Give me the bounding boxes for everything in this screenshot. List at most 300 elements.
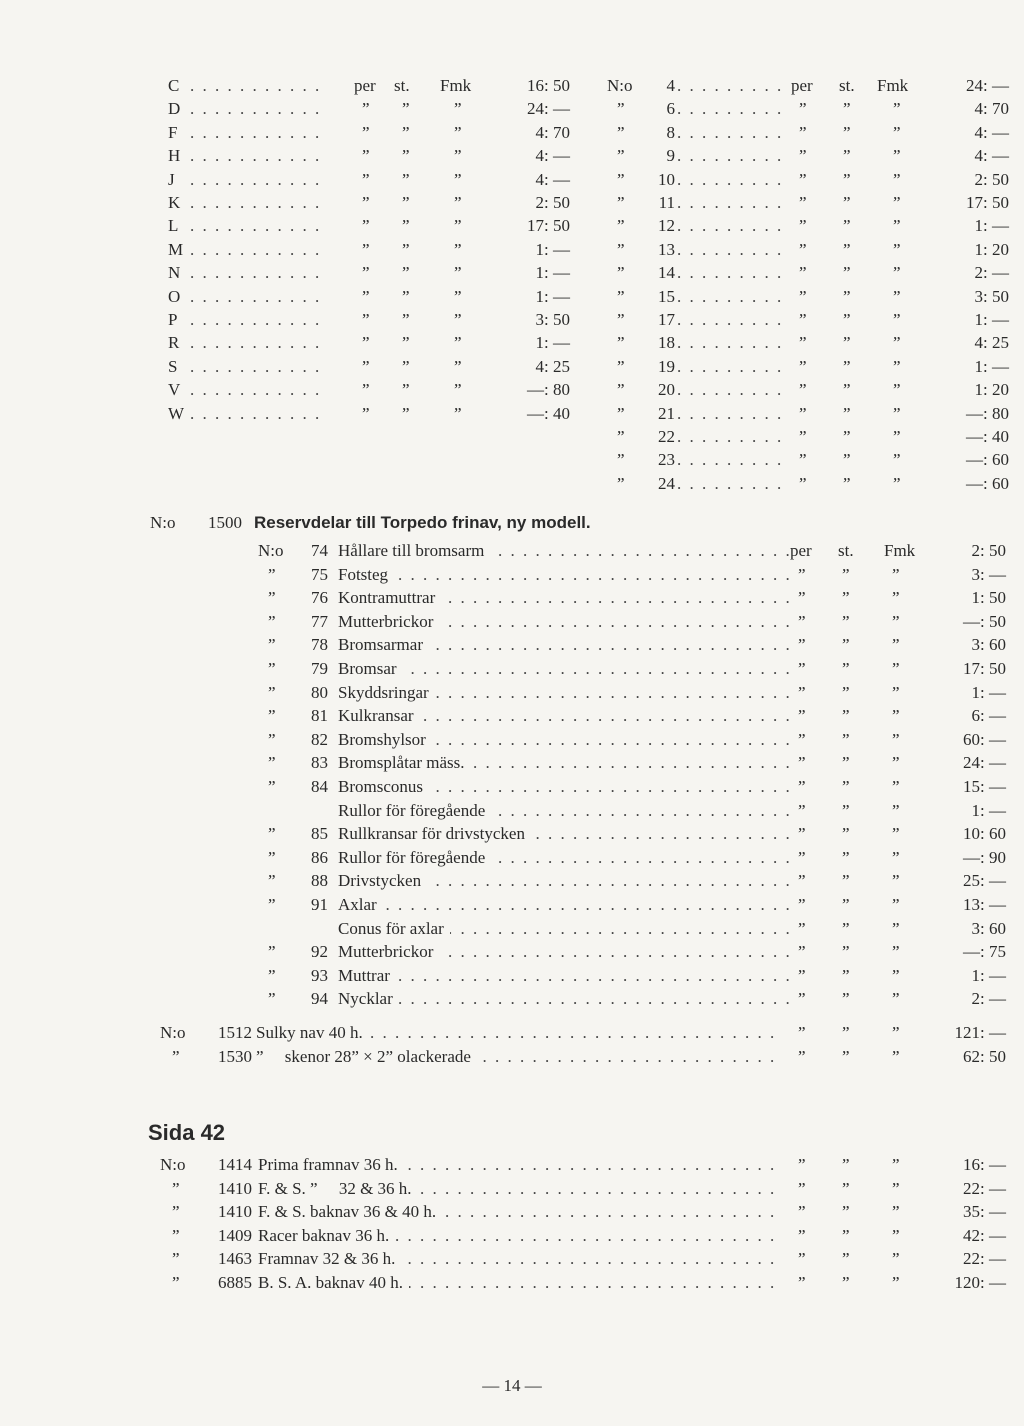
ditto-mark: ” bbox=[268, 635, 276, 655]
price: 1: — bbox=[971, 800, 1006, 820]
price: 4: — bbox=[974, 146, 1009, 166]
dot-leader bbox=[677, 214, 781, 238]
item-name: F. & S. baknav 36 & 40 h. bbox=[258, 1200, 442, 1224]
no-label: N:o bbox=[258, 541, 284, 560]
dot-leader bbox=[190, 97, 320, 121]
price: —: 40 bbox=[966, 427, 1009, 446]
part-number: 92 bbox=[311, 942, 328, 962]
ditto-mark: ” bbox=[268, 777, 276, 796]
ditto-mark: ” bbox=[842, 635, 850, 655]
part-row bbox=[258, 822, 1018, 846]
part-number: 79 bbox=[311, 659, 328, 678]
ditto-mark: ” bbox=[799, 310, 807, 329]
ditto-mark: ” bbox=[617, 403, 625, 423]
part-number: 88 bbox=[311, 871, 328, 891]
ditto-mark: ” bbox=[798, 563, 806, 587]
ditto-mark: ” bbox=[843, 473, 851, 493]
ditto-mark: ” bbox=[268, 753, 276, 773]
number-row bbox=[607, 448, 1019, 472]
ditto-mark: ” bbox=[402, 216, 410, 236]
item-prefix: ” bbox=[172, 1047, 180, 1066]
ditto-mark: ” bbox=[893, 310, 901, 329]
part-row bbox=[258, 657, 1018, 681]
dot-leader bbox=[190, 121, 320, 145]
dot-leader bbox=[348, 657, 794, 681]
ditto-mark: ” bbox=[892, 1023, 900, 1042]
letter-code: V bbox=[168, 380, 181, 400]
item-prefix: ” bbox=[172, 1273, 180, 1292]
ditto-mark: ” bbox=[454, 216, 462, 236]
letter-row bbox=[168, 308, 578, 332]
letter-row bbox=[168, 168, 578, 192]
item-number: 1463 bbox=[218, 1249, 252, 1269]
number-row bbox=[607, 191, 1019, 215]
ditto-mark: ” bbox=[842, 1273, 850, 1292]
ditto-mark: ” bbox=[798, 799, 806, 823]
page-number: — 14 — bbox=[482, 1376, 542, 1395]
number-row bbox=[607, 378, 1019, 402]
ditto-mark: ” bbox=[842, 611, 850, 631]
dot-leader bbox=[677, 97, 781, 121]
dot-leader bbox=[190, 308, 320, 332]
ditto-mark: ” bbox=[799, 380, 807, 400]
part-row bbox=[258, 869, 1018, 893]
ditto-mark: ” bbox=[402, 169, 410, 189]
price: 3: 60 bbox=[971, 635, 1006, 655]
price: 1: — bbox=[971, 682, 1006, 702]
ditto-mark: ” bbox=[799, 450, 807, 470]
ditto-mark: ” bbox=[798, 728, 806, 752]
ditto-mark: ” bbox=[617, 263, 625, 283]
ditto-mark: ” bbox=[798, 633, 806, 657]
letter-row bbox=[168, 285, 578, 309]
ditto-mark: ” bbox=[617, 310, 625, 329]
part-name: Axlar bbox=[338, 893, 383, 917]
ditto-mark: ” bbox=[362, 99, 370, 119]
ditto-mark: ” bbox=[843, 146, 851, 166]
ditto-mark: ” bbox=[617, 356, 625, 376]
ditto-mark: ” bbox=[617, 239, 625, 259]
price: 15: — bbox=[963, 777, 1006, 796]
part-name: Bromshylsor bbox=[338, 728, 432, 752]
price: 13: — bbox=[963, 895, 1006, 914]
letter-code: C bbox=[168, 76, 180, 95]
section-title: Reservdelar till Torpedo frinav, ny modell. bbox=[254, 513, 591, 532]
letter-code: S bbox=[168, 356, 178, 376]
ditto-mark: ” bbox=[454, 403, 462, 423]
sida-row bbox=[160, 1247, 1018, 1271]
ditto-mark: ” bbox=[842, 706, 850, 726]
part-number: 74 bbox=[311, 541, 328, 560]
ditto-mark: ” bbox=[799, 473, 807, 493]
price: 24: — bbox=[527, 99, 570, 119]
part-number: 94 bbox=[311, 989, 328, 1009]
price: 1: 20 bbox=[974, 380, 1009, 400]
ditto-mark: ” bbox=[892, 682, 900, 702]
price: 3: 50 bbox=[535, 310, 570, 329]
ditto-mark: ” bbox=[892, 871, 900, 891]
ditto-mark: ” bbox=[799, 286, 807, 306]
ditto-mark: ” bbox=[892, 965, 900, 985]
ditto-mark: ” bbox=[362, 286, 370, 306]
ditto-mark: ” bbox=[454, 263, 462, 283]
item-prefix: ” bbox=[172, 1202, 180, 1222]
part-row bbox=[258, 728, 1018, 752]
ditto-mark: ” bbox=[454, 380, 462, 400]
item-number: 23 bbox=[658, 450, 675, 470]
ditto-mark: ” bbox=[799, 427, 807, 446]
ditto-mark: ” bbox=[362, 333, 370, 353]
part-name: Kontramuttrar bbox=[338, 586, 441, 610]
price: 3: — bbox=[971, 564, 1006, 584]
fmk-label: Fmk bbox=[884, 541, 916, 560]
ditto-mark: ” bbox=[842, 847, 850, 867]
ditto-mark: ” bbox=[402, 286, 410, 306]
ditto-mark: ” bbox=[454, 193, 462, 212]
ditto-mark: ” bbox=[798, 775, 806, 799]
ditto-mark: ” bbox=[799, 122, 807, 142]
dot-leader bbox=[190, 74, 320, 98]
letter-code: J bbox=[168, 169, 175, 189]
ditto-mark: ” bbox=[843, 216, 851, 236]
ditto-mark: ” bbox=[798, 869, 806, 893]
letter-code: M bbox=[168, 239, 184, 259]
ditto-mark: ” bbox=[799, 169, 807, 189]
ditto-mark: ” bbox=[799, 216, 807, 236]
item-number: 6 bbox=[666, 99, 675, 119]
part-number: 78 bbox=[311, 635, 328, 655]
ditto-mark: ” bbox=[798, 893, 806, 917]
ditto-mark: ” bbox=[617, 450, 625, 470]
letter-code: N bbox=[168, 263, 181, 283]
ditto-mark: ” bbox=[798, 822, 806, 846]
ditto-mark: ” bbox=[454, 239, 462, 259]
ditto-mark: ” bbox=[893, 403, 901, 423]
dot-leader bbox=[190, 355, 320, 379]
item-number: 6885 bbox=[218, 1273, 252, 1292]
sida-row bbox=[160, 1224, 1018, 1248]
part-name: Drivstycken bbox=[338, 869, 427, 893]
item-number: 8 bbox=[666, 122, 675, 142]
item-number: 1530 bbox=[218, 1047, 252, 1066]
price: 1: — bbox=[535, 286, 570, 306]
ditto-mark: ” bbox=[402, 193, 410, 212]
ditto-mark: ” bbox=[892, 588, 900, 608]
ditto-mark: ” bbox=[892, 564, 900, 584]
price: —: 75 bbox=[963, 942, 1006, 962]
fmk-label: Fmk bbox=[877, 76, 909, 95]
st-label: st. bbox=[838, 541, 854, 560]
ditto-mark: ” bbox=[892, 777, 900, 796]
ditto-mark: ” bbox=[892, 753, 900, 773]
ditto-mark: ” bbox=[842, 659, 850, 678]
ditto-mark: ” bbox=[617, 193, 625, 212]
dot-leader bbox=[677, 448, 781, 472]
ditto-mark: ” bbox=[402, 380, 410, 400]
part-row bbox=[258, 846, 1018, 870]
section-1500-heading bbox=[150, 511, 850, 535]
price: 24: — bbox=[963, 753, 1006, 773]
item-name: B. S. A. baknav 40 h. bbox=[258, 1271, 409, 1295]
ditto-mark: ” bbox=[842, 1225, 850, 1245]
ditto-mark: ” bbox=[798, 704, 806, 728]
part-number: 84 bbox=[311, 777, 328, 796]
price: 1: 20 bbox=[974, 239, 1009, 259]
ditto-mark: ” bbox=[843, 263, 851, 283]
letter-row bbox=[168, 238, 578, 262]
price: 120: — bbox=[954, 1273, 1006, 1292]
ditto-mark: ” bbox=[843, 427, 851, 446]
dot-leader bbox=[677, 472, 781, 496]
misc-row bbox=[160, 1021, 1018, 1045]
ditto-mark: ” bbox=[362, 403, 370, 423]
item-number: 1409 bbox=[218, 1225, 252, 1245]
fmk-label: Fmk bbox=[440, 76, 472, 95]
price: 4: — bbox=[535, 169, 570, 189]
part-row bbox=[258, 704, 1018, 728]
part-row bbox=[258, 610, 1018, 634]
item-number: 24 bbox=[658, 473, 675, 493]
number-row bbox=[607, 285, 1019, 309]
ditto-mark: ” bbox=[893, 239, 901, 259]
item-name: Prima framnav 36 h. bbox=[258, 1153, 404, 1177]
letter-row bbox=[168, 331, 578, 355]
ditto-mark: ” bbox=[842, 777, 850, 796]
dot-leader bbox=[677, 74, 781, 98]
item-name: ” skenor 28” × 2” olackerade bbox=[256, 1045, 477, 1069]
sida-heading: Sida 42 bbox=[148, 1120, 226, 1145]
price: —: 90 bbox=[963, 847, 1006, 867]
ditto-mark: ” bbox=[617, 169, 625, 189]
price: 1: — bbox=[971, 965, 1006, 985]
ditto-mark: ” bbox=[842, 1202, 850, 1222]
ditto-mark: ” bbox=[892, 1047, 900, 1066]
price: 10: 60 bbox=[963, 824, 1006, 844]
letter-row bbox=[168, 191, 578, 215]
price: 2: 50 bbox=[971, 541, 1006, 560]
number-row bbox=[607, 308, 1019, 332]
ditto-mark: ” bbox=[893, 193, 901, 212]
number-row bbox=[607, 121, 1019, 145]
dot-leader bbox=[677, 261, 781, 285]
ditto-mark: ” bbox=[268, 871, 276, 891]
letter-code: K bbox=[168, 193, 181, 212]
ditto-mark: ” bbox=[454, 99, 462, 119]
ditto-mark: ” bbox=[799, 356, 807, 376]
ditto-mark: ” bbox=[799, 146, 807, 166]
ditto-mark: ” bbox=[362, 239, 370, 259]
ditto-mark: ” bbox=[892, 1178, 900, 1198]
ditto-mark: ” bbox=[268, 659, 276, 678]
price: —: 60 bbox=[966, 473, 1009, 493]
ditto-mark: ” bbox=[842, 1047, 850, 1066]
ditto-mark: ” bbox=[798, 657, 806, 681]
ditto-mark: ” bbox=[843, 310, 851, 329]
ditto-mark: ” bbox=[798, 1224, 806, 1248]
letter-code: H bbox=[168, 146, 181, 166]
letter-code: L bbox=[168, 216, 179, 236]
price: 62: 50 bbox=[963, 1047, 1006, 1066]
number-row bbox=[607, 168, 1019, 192]
ditto-mark: ” bbox=[842, 729, 850, 749]
ditto-mark: ” bbox=[268, 989, 276, 1009]
ditto-mark: ” bbox=[893, 146, 901, 166]
price: 35: — bbox=[963, 1202, 1006, 1222]
part-row bbox=[258, 633, 1018, 657]
price: 1: — bbox=[535, 263, 570, 283]
part-name: Conus för axlar bbox=[338, 917, 450, 941]
price: 2: 50 bbox=[974, 169, 1009, 189]
part-name: Fotsteg bbox=[338, 563, 394, 587]
item-prefix: N:o bbox=[160, 1155, 186, 1174]
price: 1: — bbox=[974, 356, 1009, 376]
price: 1: 50 bbox=[971, 588, 1006, 608]
letter-row bbox=[168, 402, 578, 426]
part-row bbox=[258, 681, 1018, 705]
item-number: 15 bbox=[658, 286, 675, 306]
dot-leader bbox=[190, 144, 320, 168]
part-name: Muttrar bbox=[338, 964, 396, 988]
price: 17: 50 bbox=[966, 193, 1009, 212]
ditto-mark: ” bbox=[892, 659, 900, 678]
ditto-mark: ” bbox=[842, 1023, 850, 1042]
letter-code: O bbox=[168, 286, 181, 306]
price: 60: — bbox=[963, 729, 1006, 749]
price: 2: — bbox=[971, 989, 1006, 1009]
ditto-mark: ” bbox=[842, 588, 850, 608]
dot-leader bbox=[677, 331, 781, 355]
part-row bbox=[258, 893, 1018, 917]
price: 4: — bbox=[535, 146, 570, 166]
ditto-mark: ” bbox=[892, 1225, 900, 1245]
per-label: per bbox=[790, 539, 812, 563]
ditto-mark: ” bbox=[892, 1249, 900, 1269]
dot-leader bbox=[348, 893, 794, 917]
part-name: Mutterbrickor bbox=[338, 610, 439, 634]
ditto-mark: ” bbox=[892, 824, 900, 844]
part-row bbox=[258, 799, 1018, 823]
ditto-mark: ” bbox=[798, 846, 806, 870]
dot-leader bbox=[190, 238, 320, 262]
dot-leader bbox=[190, 191, 320, 215]
sida-row bbox=[160, 1153, 1018, 1177]
ditto-mark: ” bbox=[362, 216, 370, 236]
ditto-mark: ” bbox=[268, 611, 276, 631]
ditto-mark: ” bbox=[892, 989, 900, 1009]
part-row bbox=[258, 586, 1018, 610]
price: 22: — bbox=[963, 1249, 1006, 1269]
ditto-mark: ” bbox=[842, 682, 850, 702]
dot-leader bbox=[190, 402, 320, 426]
ditto-mark: ” bbox=[402, 99, 410, 119]
ditto-mark: ” bbox=[268, 847, 276, 867]
item-name: F. & S. ” 32 & 36 h. bbox=[258, 1177, 418, 1201]
ditto-mark: ” bbox=[402, 310, 410, 329]
ditto-mark: ” bbox=[842, 1249, 850, 1269]
dot-leader bbox=[190, 331, 320, 355]
item-name: Sulky nav 40 h. bbox=[256, 1021, 369, 1045]
ditto-mark: ” bbox=[798, 1021, 806, 1045]
st-label: st. bbox=[394, 76, 410, 95]
item-number: 10 bbox=[658, 169, 675, 189]
ditto-mark: ” bbox=[362, 193, 370, 212]
ditto-mark: ” bbox=[268, 729, 276, 749]
part-row bbox=[258, 987, 1018, 1011]
dot-leader bbox=[677, 402, 781, 426]
part-name: Rullor för föregående bbox=[338, 846, 491, 870]
dot-leader bbox=[190, 261, 320, 285]
price: 25: — bbox=[963, 871, 1006, 891]
item-number: 9 bbox=[666, 146, 675, 166]
price: 1: — bbox=[535, 333, 570, 353]
price: 2: 50 bbox=[535, 193, 570, 212]
letter-row bbox=[168, 121, 578, 145]
ditto-mark: ” bbox=[842, 918, 850, 938]
item-number: 1414 bbox=[218, 1155, 252, 1174]
ditto-mark: ” bbox=[892, 847, 900, 867]
ditto-mark: ” bbox=[893, 169, 901, 189]
ditto-mark: ” bbox=[454, 333, 462, 353]
part-row bbox=[258, 940, 1018, 964]
ditto-mark: ” bbox=[843, 333, 851, 353]
dot-leader bbox=[677, 378, 781, 402]
ditto-mark: ” bbox=[402, 239, 410, 259]
ditto-mark: ” bbox=[798, 987, 806, 1011]
ditto-mark: ” bbox=[454, 146, 462, 166]
ditto-mark: ” bbox=[843, 239, 851, 259]
number-row bbox=[607, 238, 1019, 262]
ditto-mark: ” bbox=[893, 99, 901, 119]
item-number: 1512 bbox=[218, 1023, 252, 1042]
number-row bbox=[607, 261, 1019, 285]
ditto-mark: ” bbox=[798, 610, 806, 634]
ditto-mark: ” bbox=[402, 356, 410, 376]
ditto-mark: ” bbox=[362, 122, 370, 142]
misc-row bbox=[160, 1045, 1018, 1069]
price: —: 40 bbox=[527, 403, 570, 423]
price: 16: — bbox=[963, 1155, 1006, 1174]
price: 22: — bbox=[963, 1178, 1006, 1198]
part-number: 83 bbox=[311, 753, 328, 773]
ditto-mark: ” bbox=[454, 286, 462, 306]
ditto-mark: ” bbox=[454, 122, 462, 142]
ditto-mark: ” bbox=[842, 942, 850, 962]
ditto-mark: ” bbox=[617, 146, 625, 166]
part-name: Rullor för föregående bbox=[338, 799, 491, 823]
ditto-mark: ” bbox=[842, 824, 850, 844]
ditto-mark: ” bbox=[842, 753, 850, 773]
price: 121: — bbox=[954, 1023, 1006, 1042]
ditto-mark: ” bbox=[454, 169, 462, 189]
ditto-mark: ” bbox=[843, 380, 851, 400]
ditto-mark: ” bbox=[893, 122, 901, 142]
number-row bbox=[607, 402, 1019, 426]
item-name: Racer baknav 36 h. bbox=[258, 1224, 395, 1248]
part-name: Bromsarmar bbox=[338, 633, 429, 657]
ditto-mark: ” bbox=[798, 1153, 806, 1177]
dot-leader bbox=[677, 144, 781, 168]
ditto-mark: ” bbox=[843, 193, 851, 212]
ditto-mark: ” bbox=[617, 427, 625, 446]
part-number: 85 bbox=[311, 824, 328, 844]
ditto-mark: ” bbox=[842, 1155, 850, 1174]
dot-leader bbox=[677, 168, 781, 192]
ditto-mark: ” bbox=[893, 263, 901, 283]
ditto-mark: ” bbox=[798, 1200, 806, 1224]
price: 24: — bbox=[966, 76, 1009, 95]
dot-leader bbox=[190, 168, 320, 192]
ditto-mark: ” bbox=[402, 146, 410, 166]
